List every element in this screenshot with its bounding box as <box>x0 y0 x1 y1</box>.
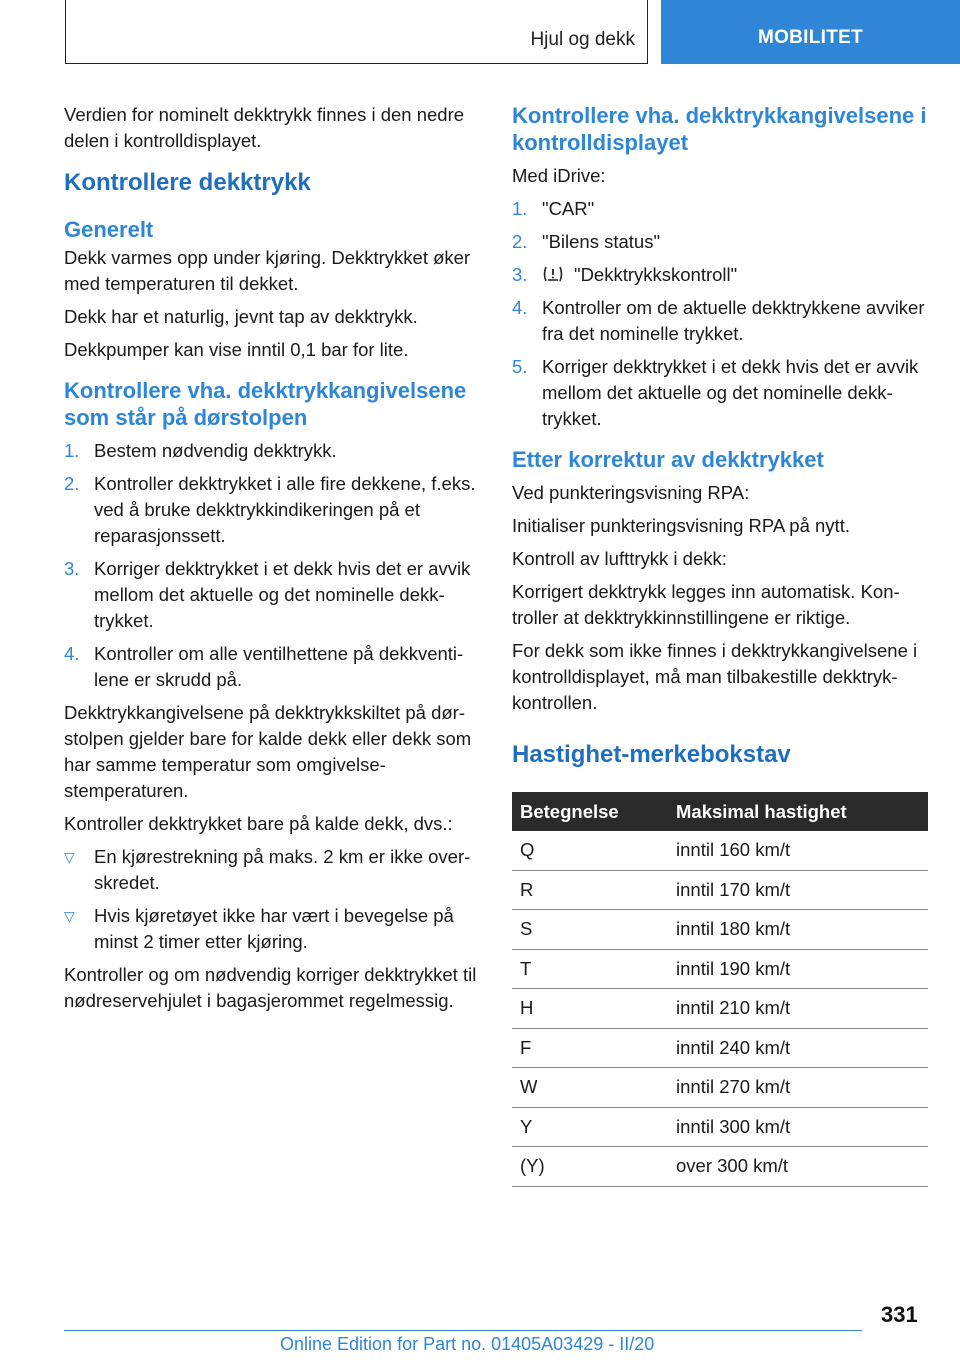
doorpost-steps <box>64 438 482 693</box>
table-cell: (Y) <box>512 1147 668 1187</box>
header-chapter-label: MOBILITET <box>757 27 864 48</box>
table-header-row <box>512 792 928 831</box>
section-title: Kontrollere dekktrykk <box>64 169 311 196</box>
triangle-bullet-icon: ▽ <box>64 849 75 865</box>
table-cell: R <box>512 870 668 910</box>
table-row <box>512 910 928 950</box>
list-item <box>64 438 482 464</box>
triangle-bullet-icon: ▽ <box>64 908 75 924</box>
list-item <box>512 295 930 347</box>
table-cell: inntil 170 km/t <box>668 870 928 910</box>
list-item <box>512 354 930 432</box>
table-row <box>512 989 928 1029</box>
condition-bullets <box>64 844 482 955</box>
general-paragraph-1: Dekk varmes opp under kjøring. Dekktrykket øker med temperaturen til dekket. <box>64 247 471 294</box>
table-cell: W <box>512 1068 668 1108</box>
table-cell: inntil 300 km/t <box>668 1107 928 1147</box>
list-item <box>512 262 930 288</box>
list-item <box>64 556 482 634</box>
table-cell: Y <box>512 1107 668 1147</box>
table-cell: inntil 160 km/t <box>668 831 928 870</box>
footer-divider <box>64 1330 862 1331</box>
after-correction-heading: Etter korrektur av dekktrykket <box>512 447 824 472</box>
step-text: "Dekktrykkskontroll" <box>574 264 738 285</box>
table-cell: Q <box>512 831 668 870</box>
table-cell: inntil 180 km/t <box>668 910 928 950</box>
speed-letter-heading: Hastighet-merkebokstav <box>512 741 791 768</box>
step-text: "CAR" <box>542 198 595 219</box>
list-item <box>512 196 930 222</box>
step-number: 2. <box>64 473 80 494</box>
table-row <box>512 870 928 910</box>
intro-paragraph: Verdien for nominelt dekktrykk finnes i den nedre delen i kontrolldisplayet. <box>64 104 465 151</box>
after-paragraph-2: Initialiser punkteringsvisning RPA på nytt. <box>512 515 850 536</box>
step-number: 4. <box>64 643 80 664</box>
after-paragraph-1: Ved punkteringsvisning RPA: <box>512 482 750 503</box>
doorpost-paragraph-1: Dekktrykkangivelsene på dekktrykkskiltet på dørstolpen gjelder bare for kalde dekk eller dekk som har samme temperatur som omgivelsestemperaturen. <box>64 702 472 801</box>
bullet-text: En kjørestrekning på maks. 2 km er ikke overskredet. <box>94 846 471 893</box>
header-section-title: Hjul og dekk <box>530 29 635 50</box>
table-row <box>512 1068 928 1108</box>
table-cell: inntil 190 km/t <box>668 949 928 989</box>
table-cell: F <box>512 1028 668 1068</box>
display-heading: Kontrollere vha. dekktrykkangivelsene i kontrolldisplayet <box>512 103 927 155</box>
table-cell: inntil 240 km/t <box>668 1028 928 1068</box>
step-text: Kontroller om de aktuelle dekktrykkene avviker fra det nominelle trykket. <box>542 297 925 344</box>
table-cell: T <box>512 949 668 989</box>
table-cell: inntil 270 km/t <box>668 1068 928 1108</box>
page-number: 331 <box>881 1302 918 1327</box>
step-number: 1. <box>512 198 528 219</box>
footer-edition-text: Online Edition for Part no. 01405A03429 - II/20 <box>280 1334 655 1354</box>
step-text: "Bilens status" <box>542 231 661 252</box>
table-cell: H <box>512 989 668 1029</box>
column-header: Betegnelse <box>512 792 668 831</box>
step-number: 4. <box>512 297 528 318</box>
doorpost-paragraph-2: Kontroller dekktrykket bare på kalde dekk, dvs.: <box>64 813 453 834</box>
step-text: Korriger dekktrykket i et dekk hvis det er avvik mellom det aktuelle og det nominelle dekktrykket. <box>94 558 471 631</box>
step-number: 1. <box>64 440 80 461</box>
table-row <box>512 1147 928 1187</box>
list-item <box>64 471 482 549</box>
table-cell: inntil 210 km/t <box>668 989 928 1029</box>
step-text: Kontroller dekktrykket i alle fire dekkene, f.eks. ved å bruke dekktrykkindikeringen på et reparasjonssett. <box>94 473 476 546</box>
header-chapter-tab[interactable] <box>661 0 960 64</box>
after-paragraph-5: For dekk som ikke finnes i dekktrykkangivelsene i kontrolldisplayet, må man tilbakestille dekktrykkontrollen. <box>512 640 918 713</box>
step-number: 5. <box>512 356 528 377</box>
step-number: 3. <box>64 558 80 579</box>
table-row <box>512 1028 928 1068</box>
step-number: 2. <box>512 231 528 252</box>
general-heading: Generelt <box>64 217 154 242</box>
display-intro: Med iDrive: <box>512 165 606 186</box>
column-header: Maksimal hastighet <box>668 792 928 831</box>
doorpost-paragraph-3: Kontroller og om nødvendig korriger dekktrykket til nødreservehjulet i bagasjerommet regelmessig. <box>64 964 477 1011</box>
step-text: Kontroller om alle ventilhettene på dekkventilene er skrudd på. <box>94 643 464 690</box>
table-cell: over 300 km/t <box>668 1147 928 1187</box>
list-item <box>64 844 482 896</box>
list-item <box>512 229 930 255</box>
general-paragraph-3: Dekkpumper kan vise inntil 0,1 bar for lite. <box>64 339 409 360</box>
list-item <box>64 903 482 955</box>
table-row <box>512 1107 928 1147</box>
right-column <box>512 102 930 1187</box>
after-paragraph-3: Kontroll av lufttrykk i dekk: <box>512 548 727 569</box>
bullet-text: Hvis kjøretøyet ikke har vært i bevegelse på minst 2 timer etter kjøring. <box>94 905 454 952</box>
table-cell: S <box>512 910 668 950</box>
table-row <box>512 949 928 989</box>
general-paragraph-2: Dekk har et naturlig, jevnt tap av dekktrykk. <box>64 306 418 327</box>
step-text: Korriger dekktrykket i et dekk hvis det er avvik mellom det aktuelle og det nominelle dekktrykket. <box>542 356 919 429</box>
tire-pressure-icon <box>542 264 564 284</box>
list-item <box>64 641 482 693</box>
speed-table <box>512 792 928 1187</box>
table-row <box>512 831 928 870</box>
after-paragraph-4: Korrigert dekktrykk legges inn automatisk. Kontroller at dekktrykkinnstillingene er riktige. <box>512 581 900 628</box>
step-text: Bestem nødvendig dekktrykk. <box>94 440 337 461</box>
left-column <box>64 102 482 1021</box>
step-number: 3. <box>512 264 528 285</box>
doorpost-heading: Kontrollere vha. dekktrykkangivelsene som står på dørstolpen <box>64 378 467 430</box>
display-steps <box>512 196 930 432</box>
